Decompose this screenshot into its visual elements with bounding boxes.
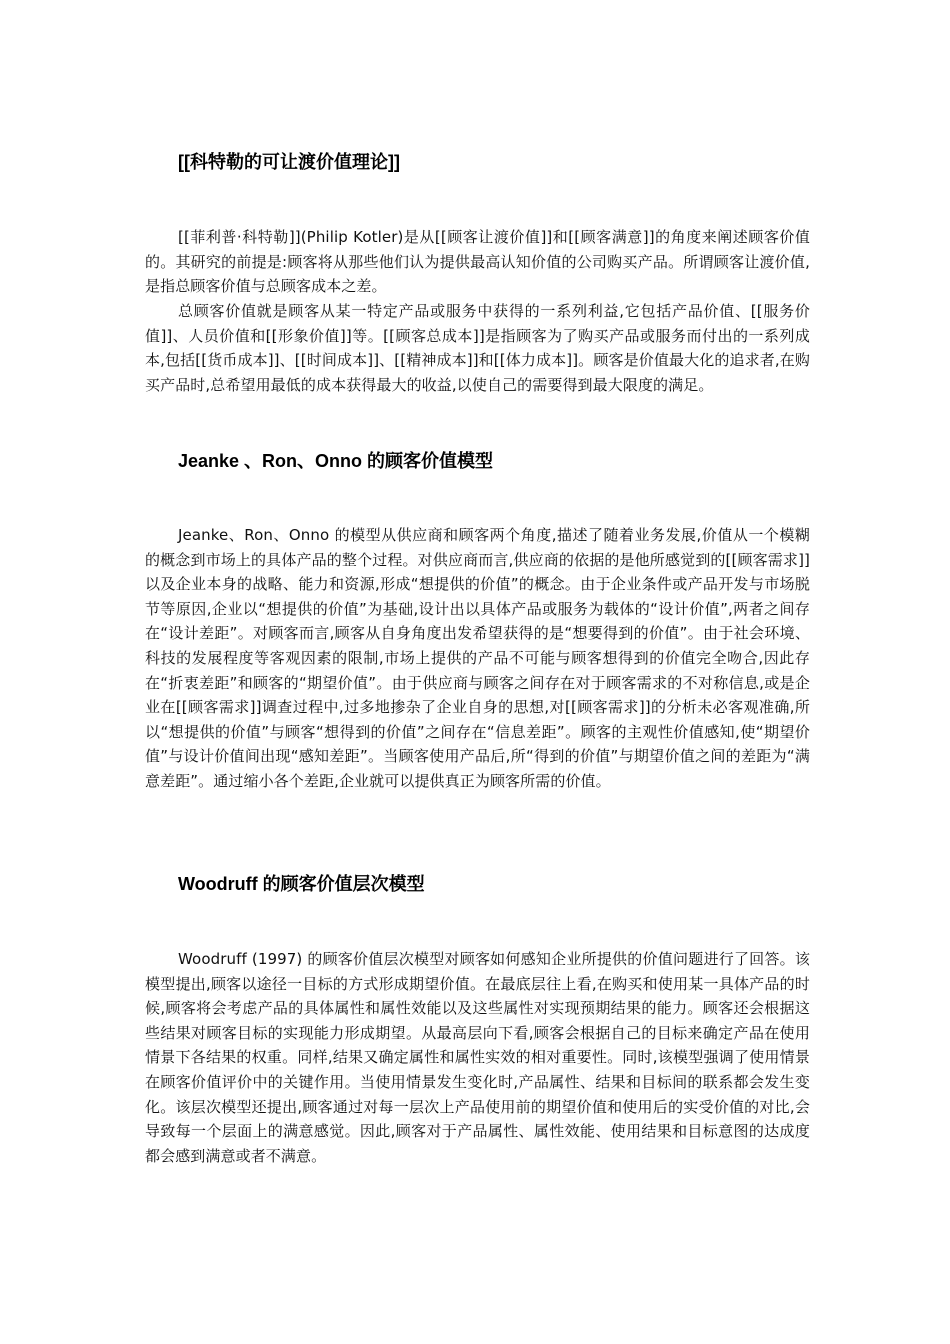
- paragraph-jeanke-model: Jeanke、Ron、Onno 的模型从供应商和顾客两个角度,描述了随着业务发展,价值从一个模糊的概念到市场上的具体产品的整个过程。对供应商而言,供应商的依据的是他所感觉到的[[顾客需求]]以及企业本身的战略、能力和资源,形成“想提供的价值”的概念。由于企业条件或产品开发与市场脱节等原因,企业以“想提供的价值”为基础,设计出以具体产品或服务为载体的“设计价值”,两者之间存在“设计差距”。对顾客而言,顾客从自身角度出发希望获得的是“想要得到的价值”。由于社会环境、科技的发展程度等客观因素的限制,市场上提供的产品不可能与顾客想得到的价值完全吻合,因此存在“折衷差距”和顾客的“期望价值”。由于供应商与顾客之间存在对于顾客需求的不对称信息,或是企业在[[顾客需求]]调查过程中,过多地掺杂了企业自身的思想,对[[顾客需求]]的分析未必客观准确,所以“想提供的价值”与顾客“想得到的价值”之间存在“信息差距”。顾客的主观性价值感知,使“期望价值”与设计价值间出现“感知差距”。当顾客使用产品后,所“得到的价值”与期望价值之间的差距为“满意差距”。通过缩小各个差距,企业就可以提供真正为顾客所需的价值。: [145, 526, 810, 790]
- section-heading-kotler: [[科特勒的可让渡价值理论]]: [178, 152, 400, 172]
- section-heading-woodruff: Woodruff 的顾客价值层次模型: [178, 874, 425, 894]
- paragraph-woodruff-model: Woodruff (1997) 的顾客价值层次模型对顾客如何感知企业所提供的价值问题进行了回答。该模型提出,顾客以途径一目标的方式形成期望价值。在最底层往上看,在购买和使用某一具体产品的时候,顾客将会考虑产品的具体属性和属性效能以及这些属性对实现预期结果的能力。顾客还会根据这些结果对顾客目标的实现能力形成期望。从最高层向下看,顾客会根据自己的目标来确定产品在使用情景下各结果的权重。同样,结果又确定属性和属性实效的相对重要性。同时,该模型强调了使用情景在顾客价值评价中的关键作用。当使用情景发生变化时,产品属性、结果和目标间的联系都会发生变化。该层次模型还提出,顾客通过对每一层次上产品使用前的期望价值和使用后的实受价值的对比,会导致每一个层面上的满意感觉。因此,顾客对于产品属性、属性效能、使用结果和目标意图的达成度都会感到满意或者不满意。: [145, 950, 810, 1165]
- paragraph-kotler-intro: [[菲利普·科特勒]](Philip Kotler)是从[[顾客让渡价值]]和[[顾客满意]]的角度来阐述顾客价值的。其研究的前提是:顾客将从那些他们认为提供最高认知价值的公司购买产品。所谓顾客让渡价值,是指总顾客价值与总顾客成本之差。: [145, 228, 810, 296]
- section-heading-jeanke: Jeanke 、Ron、Onno 的顾客价值模型: [178, 451, 494, 471]
- paragraph-kotler-total-value: 总顾客价值就是顾客从某一特定产品或服务中获得的一系列利益,它包括产品价值、[[服务价值]]、人员价值和[[形象价值]]等。[[顾客总成本]]是指顾客为了购买产品或服务而付出的一系列成本,包括[[货币成本]]、[[时间成本]]、[[精神成本]]和[[体力成本]]。顾客是价值最大化的追求者,在购买产品时,总希望用最低的成本获得最大的收益,以使自己的需要得到最大限度的满足。: [145, 302, 810, 394]
